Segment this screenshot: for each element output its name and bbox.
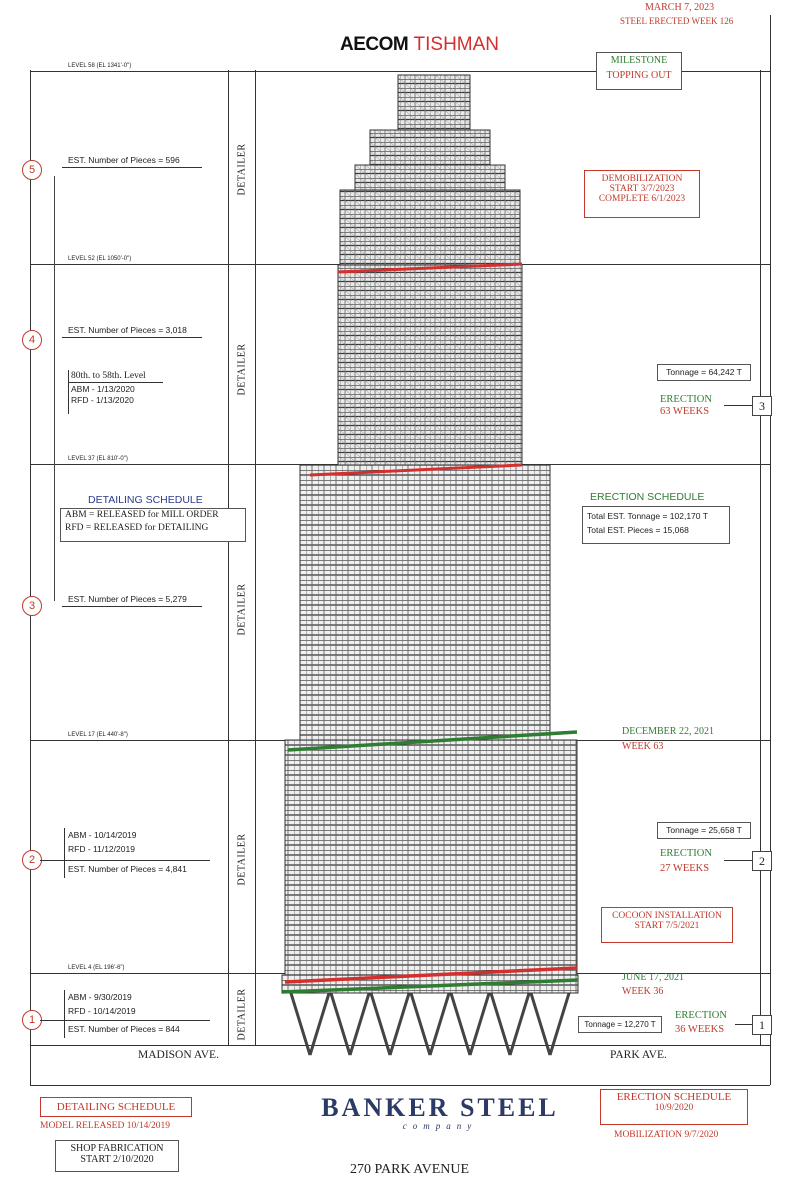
shop-fab-line1: SHOP FABRICATION — [70, 1143, 164, 1154]
erection-3-number: 3 — [752, 396, 772, 416]
erection-2-weeks: 27 WEEKS — [660, 863, 710, 874]
level-37-label: LEVEL 37 (EL 810'-0") — [68, 456, 128, 462]
erection-line — [760, 70, 761, 1045]
footer-mobilization: MOBILIZATION 9/7/2020 — [614, 1130, 719, 1140]
level-4-label: LEVEL 4 (EL 196'-6") — [68, 965, 125, 971]
detailing-legend-abm: ABM = RELEASED for MILL ORDER — [65, 510, 219, 520]
left-border — [30, 70, 31, 1085]
tonnage-1-box: Tonnage = 12,270 T — [578, 1016, 662, 1033]
detailing-legend-rfd: RFD = RELEASED for DETAILING — [65, 523, 209, 533]
phase-5-circle: 5 — [22, 160, 42, 180]
street-madison: MADISON AVE. — [138, 1049, 219, 1061]
tower-lower-section — [285, 740, 577, 980]
detailer-label-3: DETAILER — [236, 583, 248, 636]
tower-upper-section — [338, 265, 522, 465]
milestone-box — [596, 52, 682, 90]
footer-model-released: MODEL RELEASED 10/14/2019 — [40, 1121, 171, 1131]
footer-erection-date: 10/9/2020 — [654, 1103, 694, 1113]
phase-2-abm: ABM - 10/14/2019 — [68, 830, 137, 840]
demobilization-box — [584, 170, 700, 218]
phase-4-rfd: RFD - 1/13/2020 — [71, 395, 134, 405]
erection-1-weeks: 36 WEEKS — [675, 1024, 725, 1035]
december-date: DECEMBER 22, 2021 — [622, 726, 714, 737]
detailer-label-2: DETAILER — [236, 833, 248, 886]
demob-line3: COMPLETE 6/1/2023 — [598, 194, 686, 204]
phase-5-underline — [62, 167, 202, 168]
company-name: BANKER STEEL — [321, 1093, 559, 1122]
detailer-right-line — [255, 70, 256, 1045]
logo-aecom: AECOM — [340, 34, 409, 55]
milestone-title: MILESTONE — [610, 55, 668, 66]
header-week: STEEL ERECTED WEEK 126 — [620, 16, 734, 26]
erection-2-arrow — [724, 860, 752, 861]
footer-detailing-box: DETAILING SCHEDULE — [40, 1097, 192, 1117]
cocoon-line2: START 7/5/2021 — [634, 921, 700, 931]
detailer-left-line — [228, 70, 229, 1045]
tonnage-3-box: Tonnage = 64,242 T — [657, 364, 751, 381]
erection-total-pieces: Total EST. Pieces = 15,068 — [587, 525, 689, 535]
detailer-label-5: DETAILER — [236, 143, 248, 196]
phase-4-abm: ABM - 1/13/2020 — [71, 384, 135, 394]
level-58-label: LEVEL 58 (EL 1341'-0") — [68, 63, 132, 69]
footer-shop-fab-box — [55, 1140, 179, 1172]
footer-line — [30, 1085, 770, 1086]
milestone-value: TOPPING OUT — [606, 70, 672, 81]
phase-2-box-line — [64, 828, 65, 878]
erection-1-number: 1 — [752, 1015, 772, 1035]
demob-line1: DEMOBILIZATION — [601, 174, 683, 184]
erection-schedule-title: ERECTION SCHEDULE — [590, 491, 705, 503]
aecom-tishman-logo — [340, 34, 499, 56]
demob-line2: START 3/7/2023 — [609, 184, 675, 194]
company-sub: company — [402, 1121, 478, 1131]
phase-connector — [54, 176, 55, 601]
level-52-label: LEVEL 52 (EL 1050'-0") — [68, 256, 132, 262]
detailing-legend-title: DETAILING SCHEDULE — [88, 494, 203, 506]
erection-1-arrow — [735, 1024, 752, 1025]
phase-1-rfd: RFD - 10/14/2019 — [68, 1006, 136, 1016]
phase-3-pieces: EST. Number of Pieces = 5,279 — [68, 594, 187, 604]
phase-2-pieces: EST. Number of Pieces = 4,841 — [68, 864, 187, 874]
phase-3-circle: 3 — [22, 596, 42, 616]
erection-3-arrow — [724, 405, 752, 406]
header-date: MARCH 7, 2023 — [645, 2, 715, 13]
phase-1-box-line — [64, 990, 65, 1038]
shop-fab-line2: START 2/10/2020 — [80, 1154, 154, 1165]
erection-total-tonnage: Total EST. Tonnage = 102,170 T — [587, 511, 708, 521]
level-17-label: LEVEL 17 (EL 440'-8") — [68, 732, 128, 738]
phase-1-pieces: EST. Number of Pieces = 844 — [68, 1024, 180, 1034]
tonnage-2-box: Tonnage = 25,658 T — [657, 822, 751, 839]
phase-5-pieces: EST. Number of Pieces = 596 — [68, 155, 180, 165]
erection-2-label: ERECTION — [660, 848, 712, 859]
right-border — [770, 15, 771, 1085]
cocoon-line1: COCOON INSTALLATION — [612, 911, 722, 921]
june-date: JUNE 17, 2021 — [622, 972, 684, 983]
phase-4-circle: 4 — [22, 330, 42, 350]
detailing-legend-box — [60, 508, 246, 542]
phase-2-circle: 2 — [22, 850, 42, 870]
tower-steel-frame — [270, 70, 590, 1060]
phase-4-underline — [62, 337, 202, 338]
project-address: 270 PARK AVENUE — [350, 1162, 470, 1177]
phase-4-pieces: EST. Number of Pieces = 3,018 — [68, 325, 187, 335]
street-park: PARK AVE. — [610, 1049, 667, 1061]
phase-4-range: 80th. to 58th. Level — [68, 370, 163, 383]
detailer-label-1: DETAILER — [236, 988, 248, 1041]
december-week: WEEK 63 — [622, 741, 664, 752]
erection-3-label: ERECTION — [660, 394, 712, 405]
erection-schedule-box — [582, 506, 730, 544]
phase-1-circle: 1 — [22, 1010, 42, 1030]
logo-tishman: TISHMAN — [413, 34, 500, 55]
phase-4-box-line — [68, 370, 69, 414]
footer-erection-box — [600, 1089, 748, 1125]
tower-crown — [340, 75, 520, 265]
phase-2-rfd: RFD - 11/12/2019 — [68, 844, 135, 854]
phase-4-release-box — [68, 370, 163, 414]
erection-2-number: 2 — [752, 851, 772, 871]
tower-middle-section — [300, 465, 550, 740]
june-week: WEEK 36 — [622, 986, 664, 997]
detailer-label-4: DETAILER — [236, 343, 248, 396]
phase-2-underline — [40, 860, 210, 861]
erection-3-weeks: 63 WEEKS — [660, 406, 710, 417]
phase-1-underline — [40, 1020, 210, 1021]
phase-1-abm: ABM - 9/30/2019 — [68, 992, 132, 1002]
cocoon-box — [601, 907, 733, 943]
footer-erection-title: ERECTION SCHEDULE — [616, 1091, 732, 1103]
erection-1-label: ERECTION — [675, 1010, 727, 1021]
phase-3-underline — [62, 606, 202, 607]
banker-steel-logo — [290, 1093, 590, 1131]
tower-base-stilts — [290, 990, 570, 1055]
